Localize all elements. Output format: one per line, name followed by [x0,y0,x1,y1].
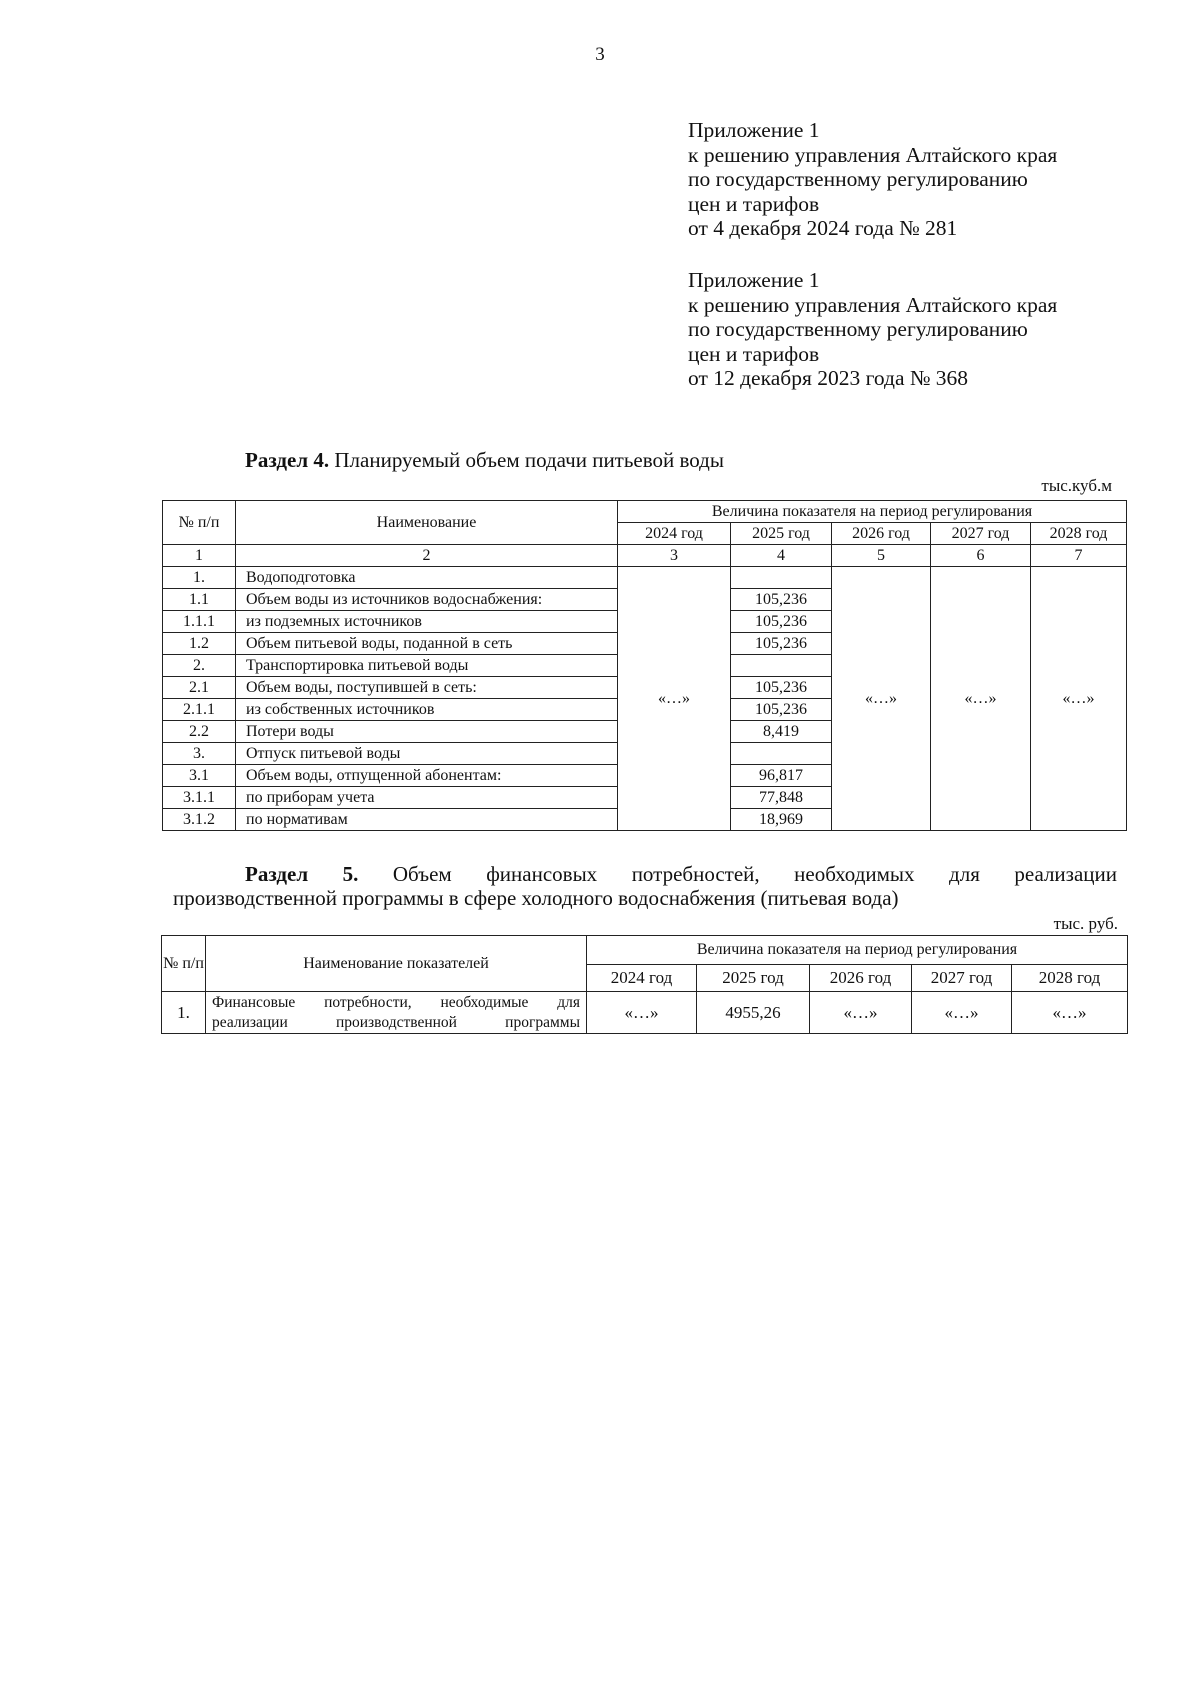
section4-unit: тыс.куб.м [1041,476,1112,495]
value-2025: 105,236 [731,677,832,699]
value-2025: 8,419 [731,721,832,743]
value-2025: 18,969 [731,809,832,831]
row-number: 3.1 [163,765,236,787]
year-header: 2028 год [1012,965,1128,992]
annex-line: Приложение 1 [688,118,820,142]
column-number: 7 [1031,545,1127,567]
value-2027: «…» [912,992,1012,1034]
annex-line: цен и тарифов [688,341,820,366]
year-header: 2028 год [1031,523,1127,545]
row-name [206,992,587,1034]
row-number: 1.1 [163,589,236,611]
year-header: 2026 год [810,965,912,992]
year-header: 2024 год [587,965,697,992]
placeholder-2028: «…» [1031,567,1127,831]
value-2025 [731,743,832,765]
column-number: 5 [832,545,931,567]
row-number: 3.1.2 [163,809,236,831]
annex-line: от 12 декабря 2023 года № 368 [688,366,968,390]
row-number: 3.1.1 [163,787,236,809]
column-number: 4 [731,545,832,567]
water-volume-table [162,500,1127,831]
annex-line: цен и тарифов [688,191,820,216]
section4-title [245,448,724,473]
row-name: Объем питьевой воды, поданной в сеть [236,633,618,655]
section4-title-text: Планируемый объем подачи питьевой воды [329,448,724,472]
row-name: по нормативам [236,809,618,831]
row-number: 1.2 [163,633,236,655]
table-row [162,992,1128,1034]
section5-title-line2: производственной программы в сфере холодного водоснабжения (питьевая вода) [173,886,899,910]
row-name: Объем воды, поступившей в сеть: [236,677,618,699]
row-name: Транспортировка питьевой воды [236,655,618,677]
value-2025: 77,848 [731,787,832,809]
col-name-header: Наименование [236,501,618,545]
annex-line: по государственному регулированию [688,167,1028,191]
year-header: 2027 год [912,965,1012,992]
value-2025: 96,817 [731,765,832,787]
row-number: 1. [162,992,206,1034]
row-name: Отпуск питьевой воды [236,743,618,765]
section5-label: Раздел 5. [245,862,359,886]
value-2026: «…» [810,992,912,1034]
value-2025: 105,236 [731,633,832,655]
value-2025: 105,236 [731,699,832,721]
value-2028: «…» [1012,992,1128,1034]
year-header: 2025 год [697,965,810,992]
year-header: 2027 год [931,523,1031,545]
year-header: 2025 год [731,523,832,545]
section5-title-line1: Объем финансовых потребностей, необходимых для реализации [392,862,1117,886]
placeholder-2027: «…» [931,567,1031,831]
section5-unit: тыс. руб. [1053,914,1118,933]
column-number: 6 [931,545,1031,567]
annex-line: от 4 декабря 2024 года № 281 [688,216,958,240]
row-number: 2.1 [163,677,236,699]
row-number: 2.1.1 [163,699,236,721]
row-name: по приборам учета [236,787,618,809]
row-number: 1.1.1 [163,611,236,633]
row-name: из собственных источников [236,699,618,721]
row-name-line2: реализации производственной программы [212,1013,580,1031]
value-2025: 4955,26 [697,992,810,1034]
table-row [163,567,1127,589]
section5-title [173,862,1117,910]
section4-label: Раздел 4. [245,448,330,472]
row-number: 2. [163,655,236,677]
annex-line: к решению управления Алтайского края [688,292,1058,317]
annex-line: по государственному регулированию [688,317,1028,341]
col-num-header: № п/п [163,501,236,545]
column-number: 1 [163,545,236,567]
placeholder-2024: «…» [618,567,731,831]
page-number: 3 [595,44,605,65]
value-group-header: Величина показателя на период регулирования [587,936,1128,965]
row-name: Потери воды [236,721,618,743]
row-number: 1. [163,567,236,589]
value-2025 [731,655,832,677]
annex-header-previous [688,268,1057,391]
annex-line: Приложение 1 [688,268,820,292]
financial-needs-table [161,935,1128,1034]
value-2024: «…» [587,992,697,1034]
row-name-line1: Финансовые потребности, необходимые для [212,993,580,1011]
column-number: 3 [618,545,731,567]
year-header: 2024 год [618,523,731,545]
column-number: 2 [236,545,618,567]
row-name: Водоподготовка [236,567,618,589]
col-num-header: № п/п [162,936,206,992]
value-group-header: Величина показателя на период регулирования [618,501,1127,523]
row-name: Объем воды из источников водоснабжения: [236,589,618,611]
placeholder-2026: «…» [832,567,931,831]
col-name-header: Наименование показателей [206,936,587,992]
value-2025: 105,236 [731,589,832,611]
row-name: из подземных источников [236,611,618,633]
year-header: 2026 год [832,523,931,545]
row-number: 2.2 [163,721,236,743]
annex-header-current [688,118,1057,241]
annex-line: к решению управления Алтайского края [688,142,1058,167]
row-name: Объем воды, отпущенной абонентам: [236,765,618,787]
value-2025 [731,567,832,589]
row-number: 3. [163,743,236,765]
value-2025: 105,236 [731,611,832,633]
